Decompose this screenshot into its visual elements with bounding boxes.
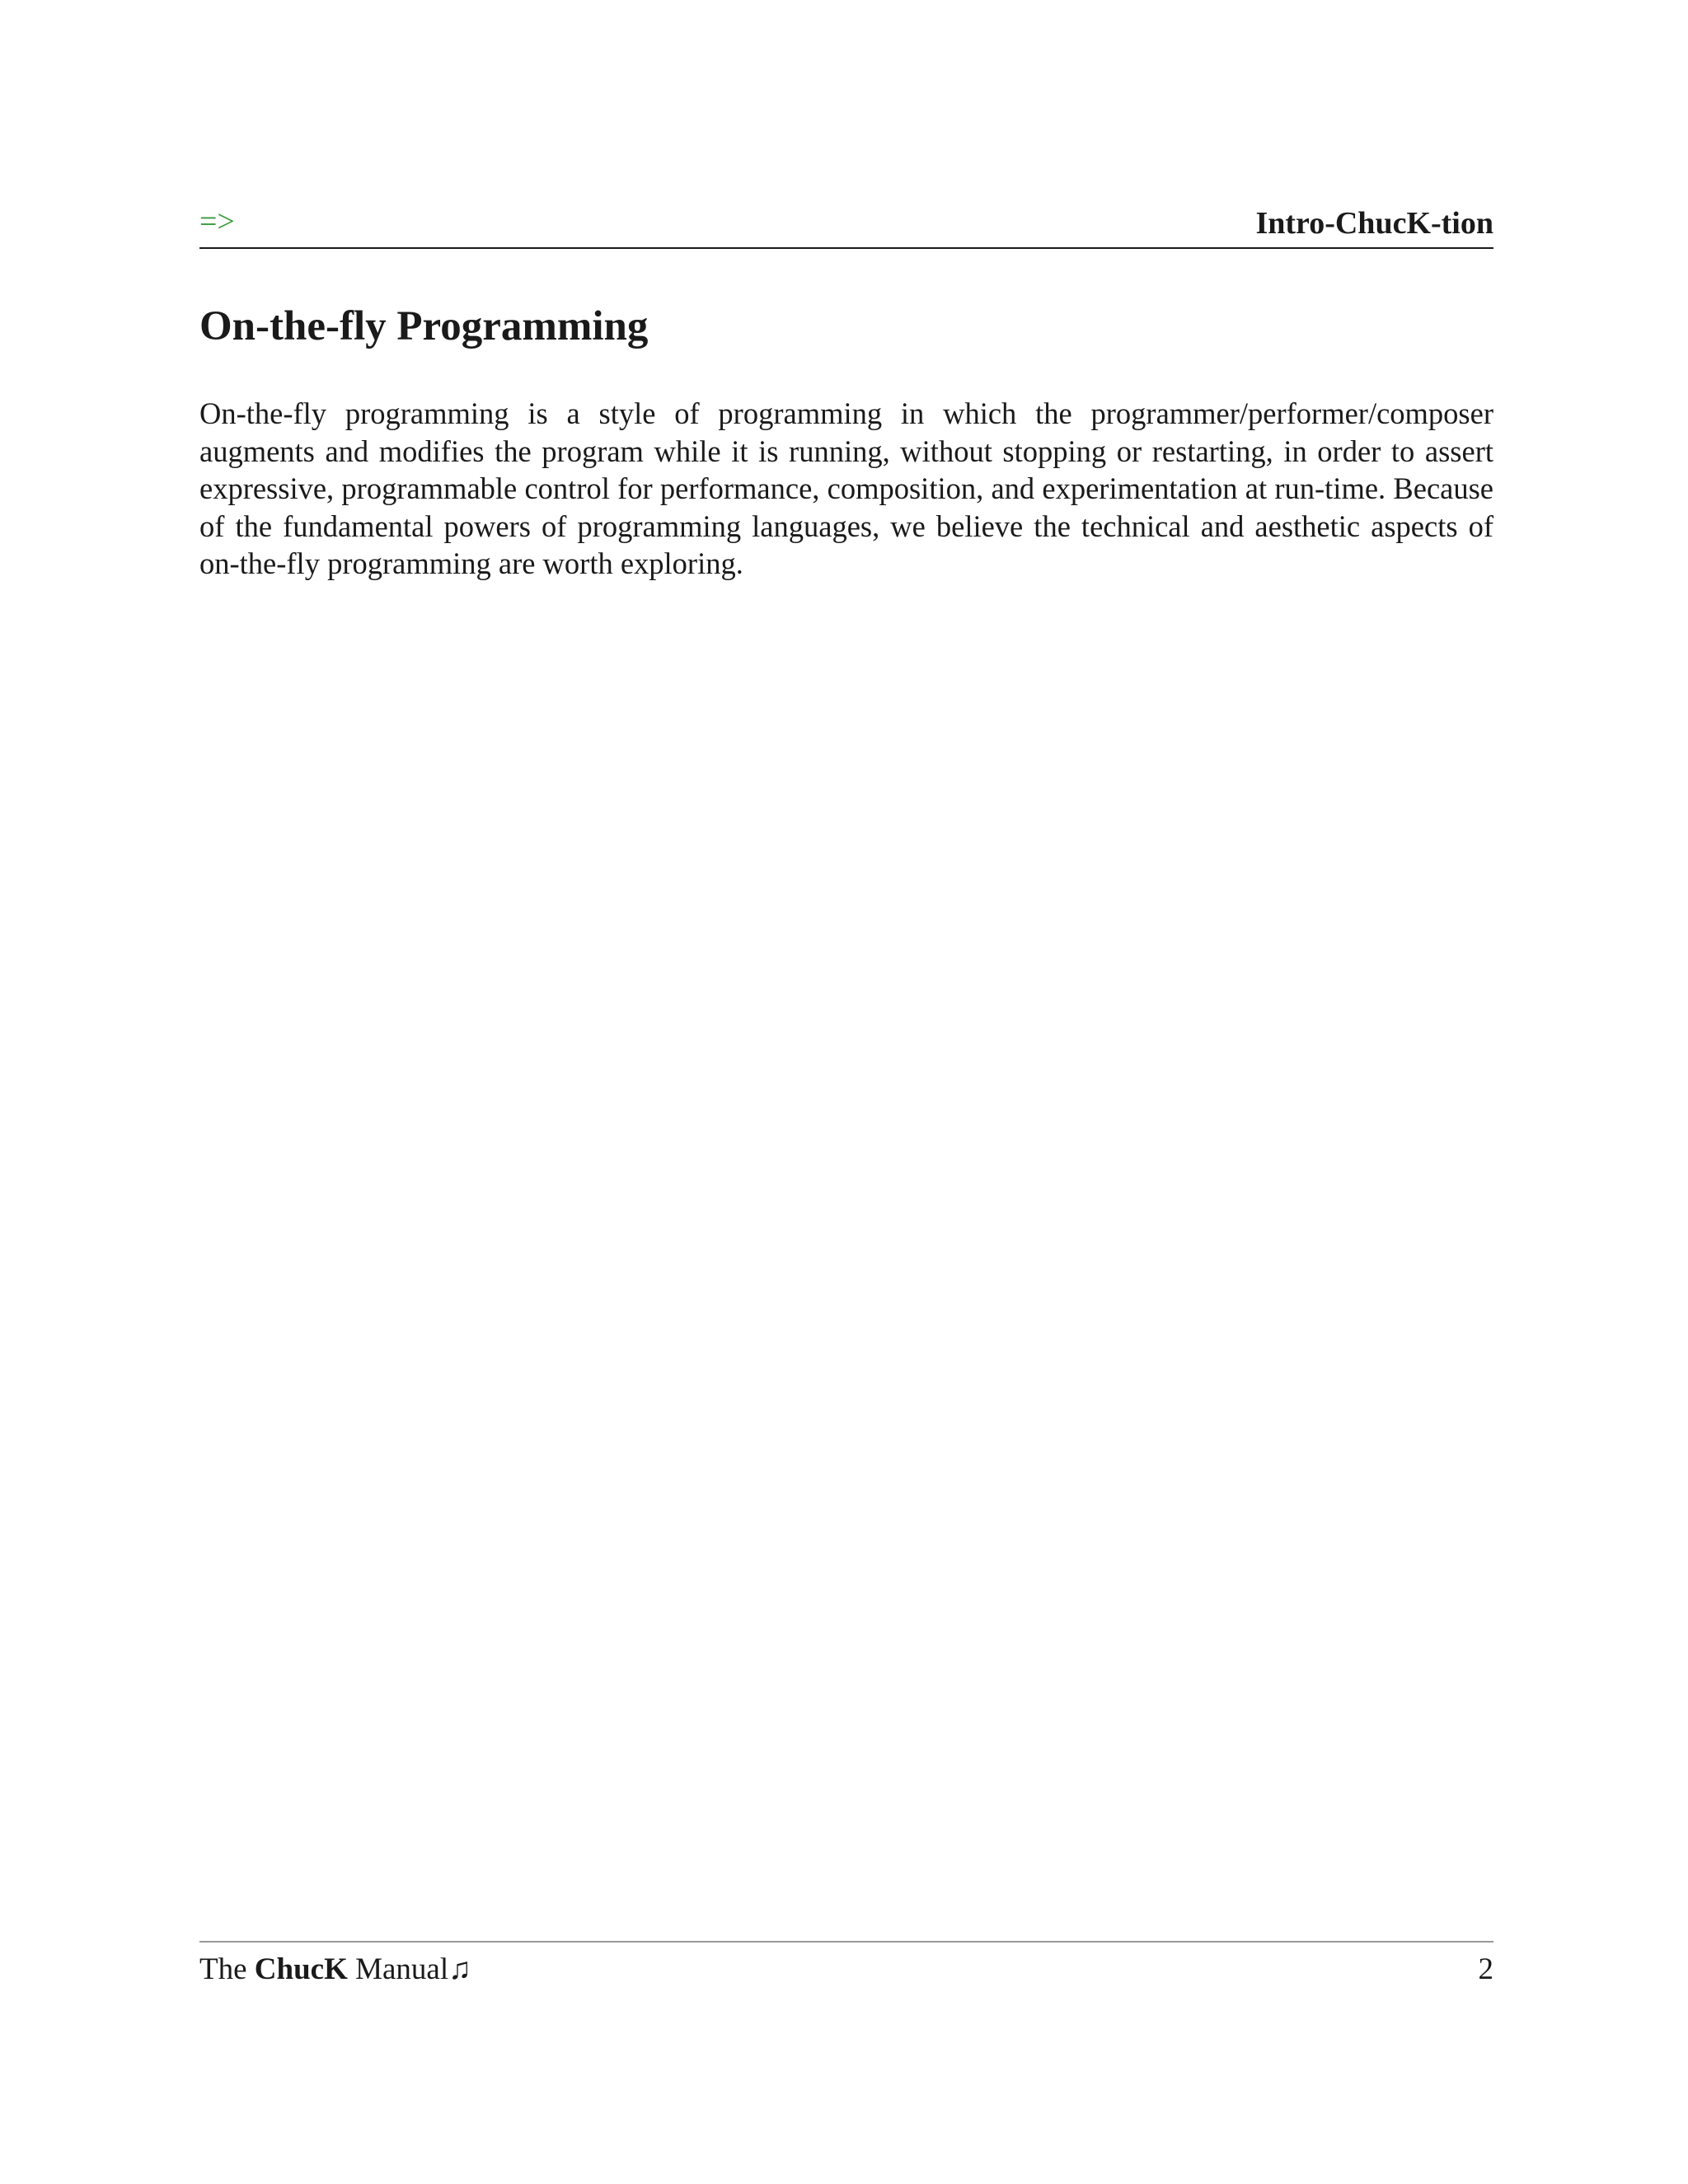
footer-prefix: The <box>199 1952 247 1986</box>
page-number: 2 <box>1478 1952 1493 1986</box>
running-header-title: Intro-ChucK-tion <box>1255 206 1493 241</box>
chuck-arrow-glyph: => <box>199 204 235 239</box>
page-header <box>199 204 1493 249</box>
music-note-icon: ♫ <box>448 1952 471 1986</box>
footer-suffix: Manual <box>355 1952 449 1986</box>
section-title: On-the-fly Programming <box>199 303 649 349</box>
body-paragraph: On-the-fly programming is a style of programming in which the programmer/performer/composer augments and modifies the program while it is running, without stopping or restarting, in order to assert expressive, programmable control for performance, composition, and experimentation at run-time. Because of the fundamental powers of programming languages, we believe the technical and aesthetic aspects of on-the-fly programming are worth exploring. <box>199 396 1493 581</box>
page-footer <box>199 1941 1493 1992</box>
footer-manual-title <box>199 1954 471 1985</box>
footer-product-name: ChucK <box>254 1952 348 1986</box>
